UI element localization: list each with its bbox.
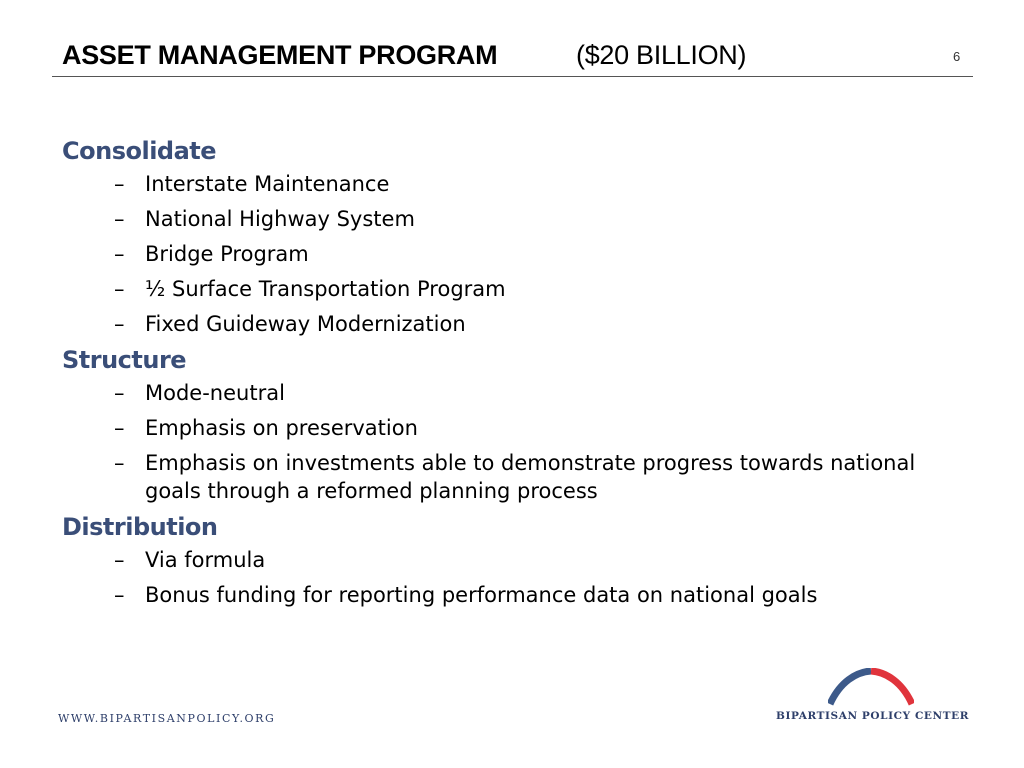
arch-icon [828,668,914,706]
list-item-text: National Highway System [145,207,415,231]
list-item [62,546,962,574]
list-item [62,581,962,609]
bullet-marker: – [114,207,125,231]
section-heading: Consolidate [62,137,217,165]
section-structure [62,345,962,505]
logo-arc-blue [830,671,871,704]
bullet-list [62,170,962,338]
list-item [62,310,962,338]
list-item [62,275,962,303]
bullet-marker: – [114,312,125,336]
bullet-marker: – [114,242,125,266]
slide-title-main: ASSET MANAGEMENT PROGRAM [62,40,498,70]
list-item-text: Fixed Guideway Modernization [145,312,466,336]
slide-title [62,40,747,71]
list-item-text: ½ Surface Transportation Program [145,277,506,301]
list-item-text: Bridge Program [145,242,309,266]
title-divider [52,76,973,77]
list-item [62,170,962,198]
bipartisan-policy-center-logo [776,668,968,728]
section-distribution [62,512,962,609]
slide-title-amount: ($20 BILLION) [576,40,747,70]
bullet-marker: – [114,451,125,475]
bullet-marker: – [114,583,125,607]
list-item [62,449,962,505]
slide-content [62,136,962,616]
bullet-list [62,379,962,505]
list-item-text: Bonus funding for reporting performance data on national goals [145,583,818,607]
bullet-marker: – [114,381,125,405]
bullet-marker: – [114,548,125,572]
section-consolidate [62,136,962,338]
bullet-marker: – [114,172,125,196]
logo-text: BIPARTISAN POLICY CENTER [776,710,970,722]
list-item-text: Interstate Maintenance [145,172,390,196]
bullet-list [62,546,962,609]
bullet-marker: – [114,277,125,301]
list-item [62,205,962,233]
list-item-text: Mode-neutral [145,381,285,405]
list-item-text: Emphasis on preservation [145,416,418,440]
logo-arc-red [871,671,912,704]
list-item [62,414,962,442]
page-number: 6 [953,49,961,64]
footer-website: WWW.BIPARTISANPOLICY.ORG [58,712,276,725]
section-heading: Structure [62,346,187,374]
list-item-text: Via formula [145,548,266,572]
section-heading: Distribution [62,513,218,541]
list-item-text: Emphasis on investments able to demonstrate progress towards national goals through a reformed planning process [145,451,916,503]
bullet-marker: – [114,416,125,440]
list-item [62,379,962,407]
list-item [62,240,962,268]
